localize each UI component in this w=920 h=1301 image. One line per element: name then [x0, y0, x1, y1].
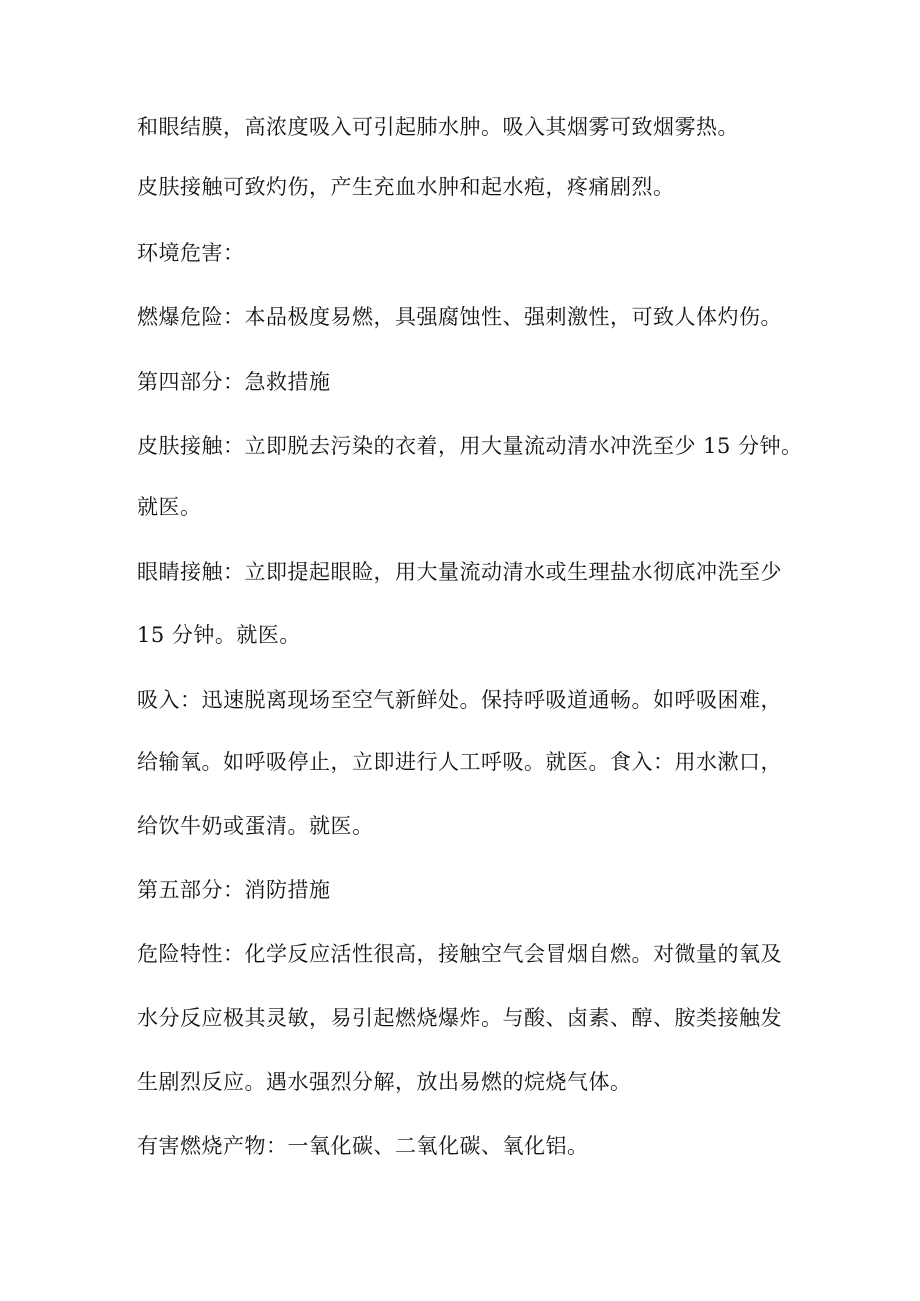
text-line: 危险特性：化学反应活性很高，接触空气会冒烟自燃。对微量的氧及	[137, 942, 782, 966]
text-line: 给输氧。如呼吸停止，立即进行人工呼吸。就医。食入：用水漱口，	[137, 750, 782, 774]
section-heading: 第五部分：消防措施	[137, 878, 331, 902]
text-line: 15 分钟。就医。	[137, 623, 301, 647]
text-line: 燃爆危险：本品极度易燃，具强腐蚀性、强刺激性，可致人体灼伤。	[137, 305, 782, 329]
section-heading: 第四部分：急救措施	[137, 370, 331, 394]
text-line: 生剧烈反应。遇水强烈分解，放出易燃的烷烧气体。	[137, 1070, 632, 1094]
text-line: 水分反应极其灵敏，易引起燃烧爆炸。与酸、卤素、醇、胺类接触发	[137, 1006, 782, 1030]
text-line: 就医。	[137, 495, 202, 519]
text-line: 给饮牛奶或蛋清。就医。	[137, 814, 374, 838]
text-line: 皮肤接触：立即脱去污染的衣着，用大量流动清水冲洗至少 15 分钟。	[137, 434, 803, 458]
text-line: 和眼结膜，高浓度吸入可引起肺水肿。吸入其烟雾可致烟雾热。	[137, 115, 739, 139]
text-line: 皮肤接触可致灼伤，产生充血水肿和起水疱，疼痛剧烈。	[137, 175, 675, 199]
section-label: 环境危害：	[137, 241, 245, 265]
text-line: 吸入：迅速脱离现场至空气新鲜处。保持呼吸道通畅。如呼吸困难，	[137, 688, 782, 712]
text-line: 眼睛接触：立即提起眼睑，用大量流动清水或生理盐水彻底冲洗至少	[137, 560, 782, 584]
text-line: 有害燃烧产物：一氧化碳、二氧化碳、氧化铝。	[137, 1134, 589, 1158]
